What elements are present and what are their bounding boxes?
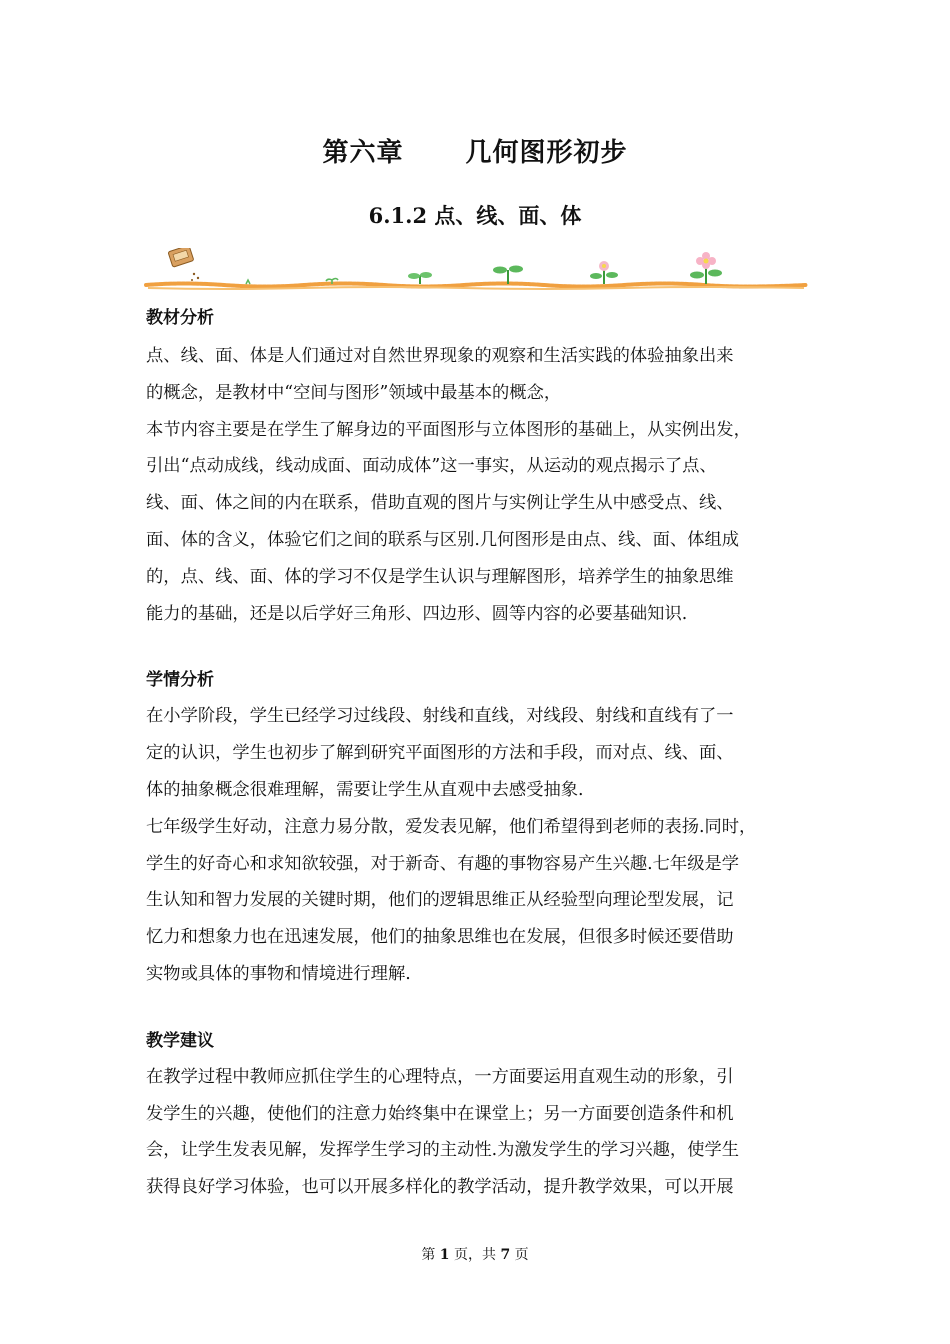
section-heading: 教学建议 [146, 1030, 214, 1051]
sprouting-seedlings-icon [144, 248, 808, 294]
teaching-suggestions-section [146, 1027, 826, 1206]
paragraph: 点、线、面、体是人们通过对自然世界现象的观察和生活实践的体验抽象出来 的概念，是教材中“空间与图形”领域中最基本的概念， [146, 346, 734, 403]
footer-middle: 页，共 [449, 1247, 501, 1263]
paragraph: 本节内容主要是在学生了解身边的平面图形与立体图形的基础上，从实例出发， 引出“点动成线，线动成面、面动成体”这一事实，从运动的观点揭示了点、 线、面、体之间的内在联系，借助直观的图片与实例让学生从中感受点、线、 面、体的含义，体验它们之间的联系与区别.几何图形是由点、线、面、体组成 的，点、线、面、体的学习不仅是学生认识与理解图形，培养学生的抽象思维 能力的基础，还是以后学好三角形、四边形、圆等内容的必要基础知识. [146, 419, 751, 624]
student-analysis-section [146, 666, 826, 992]
chapter-number: 第六章 [322, 138, 404, 168]
footer-suffix: 页 [510, 1247, 529, 1263]
teaching-material-analysis-section [146, 304, 826, 632]
total-pages: 7 [500, 1247, 511, 1263]
page-footer [0, 1244, 950, 1264]
chapter-name: 几何图形初步 [465, 138, 628, 168]
section-heading: 学情分析 [146, 670, 214, 691]
footer-prefix: 第 [421, 1247, 440, 1263]
chapter-title [0, 132, 950, 169]
main-content [146, 304, 826, 1240]
section-title: 6.1.2 点、线、面、体 [368, 203, 582, 228]
paragraph: 在小学阶段，学生已经学习过线段、射线和直线，对线段、射线和直线有了一 定的认识，学生也初步了解到研究平面图形的方法和手段，而对点、线、面、 体的抽象概念很难理解，需要让学生从直观中去感受抽象. [146, 706, 734, 800]
section-heading: 教材分析 [146, 308, 214, 328]
paragraph: 七年级学生好动，注意力易分散，爱发表见解，他们希望得到老师的表扬.同时， 学生的好奇心和求知欲较强，对于新奇、有趣的事物容易产生兴趣.七年级是学 生认知和智力发展的关键时期，他们的逻辑思维正从经验型向理论型发展，记 忆力和想象力也在迅速发展，他们的抽象思维也在发展，但很多时候还要借助 实物或具体的事物和情境进行理解. [146, 816, 757, 984]
current-page-number: 1 [439, 1247, 450, 1263]
paragraph: 在教学过程中教师应抓住学生的心理特点，一方面要运用直观生动的形象，引 发学生的兴趣，使他们的注意力始终集中在课堂上；另一方面要创造条件和机 会，让学生发表见解，发挥学生学习的主动性.为激发学生的学习兴趣，使学生 获得良好学习体验，也可以开展多样化的教学活动，提升教学效果，可以开展 [146, 1066, 740, 1198]
